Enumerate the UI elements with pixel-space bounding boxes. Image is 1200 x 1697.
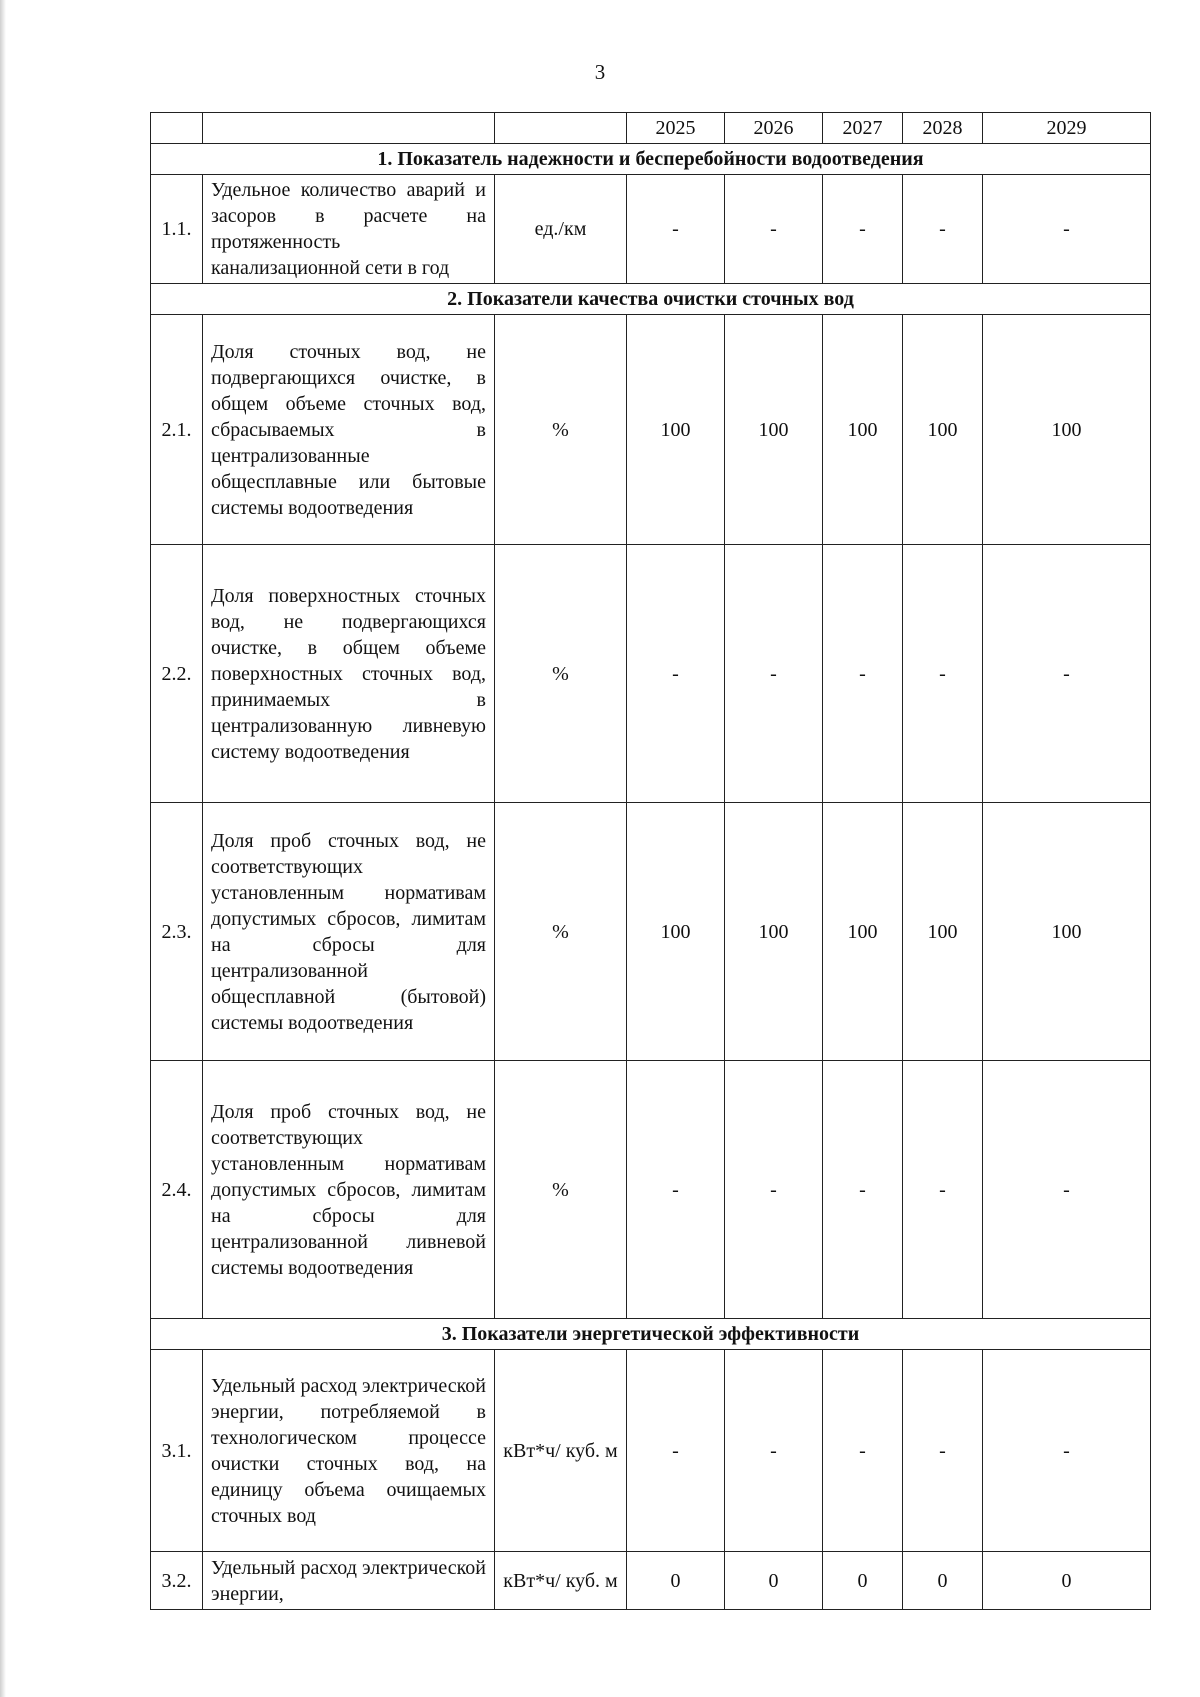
table-row	[151, 1350, 1151, 1552]
indicators-table	[150, 112, 1151, 1610]
row-number: 3.2.	[151, 1552, 203, 1610]
row-description: Удельный расход электрической энергии, потребляемой в технологическом процессе очистки сточных вод, на единицу объема очищаемых сточных вод	[203, 1350, 495, 1552]
table-row	[151, 1552, 1151, 1610]
section-row	[151, 144, 1151, 175]
table-row	[151, 803, 1151, 1061]
row-number: 1.1.	[151, 175, 203, 284]
year-header: 2026	[725, 113, 823, 144]
row-value: 100	[983, 315, 1151, 545]
row-value: -	[903, 175, 983, 284]
row-value: -	[983, 1061, 1151, 1319]
row-value: -	[725, 1350, 823, 1552]
row-value: -	[983, 175, 1151, 284]
row-description: Доля поверхностных сточных вод, не подвергающихся очистке, в общем объеме поверхностных сточных вод, принимаемых в централизованную ливневую систему водоотведения	[203, 545, 495, 803]
section-row	[151, 284, 1151, 315]
row-value: -	[903, 1350, 983, 1552]
row-description: Доля сточных вод, не подвергающихся очистке, в общем объеме сточных вод, сбрасываемых в централизованные общесплавные или бытовые системы водоотведения	[203, 315, 495, 545]
page-number: 3	[594, 60, 606, 84]
row-unit: %	[495, 1061, 627, 1319]
row-value: -	[725, 545, 823, 803]
row-value: 100	[903, 803, 983, 1061]
row-value: -	[627, 175, 725, 284]
header-row	[151, 113, 1151, 144]
row-unit: %	[495, 803, 627, 1061]
section-title: 3. Показатели энергетической эффективности	[151, 1319, 1151, 1350]
section-row	[151, 1319, 1151, 1350]
row-value: -	[627, 1061, 725, 1319]
row-value: -	[627, 1350, 725, 1552]
row-number: 2.4.	[151, 1061, 203, 1319]
section-title: 1. Показатель надежности и бесперебойности водоотведения	[151, 144, 1151, 175]
row-value: -	[823, 1350, 903, 1552]
row-value: -	[627, 545, 725, 803]
header-description-cell	[203, 113, 495, 144]
row-value: 0	[903, 1552, 983, 1610]
row-number: 3.1.	[151, 1350, 203, 1552]
table-row	[151, 1061, 1151, 1319]
row-value: -	[725, 175, 823, 284]
row-value: -	[725, 1061, 823, 1319]
row-value: -	[903, 545, 983, 803]
header-num-cell	[151, 113, 203, 144]
table-row	[151, 315, 1151, 545]
row-value: -	[823, 1061, 903, 1319]
row-number: 2.1.	[151, 315, 203, 545]
row-unit: %	[495, 545, 627, 803]
row-description: Доля проб сточных вод, не соответствующих установленным нормативам допустимых сбросов, лимитам на сбросы для централизованной ливневой системы водоотведения	[203, 1061, 495, 1319]
row-value: 100	[725, 803, 823, 1061]
year-header: 2025	[627, 113, 725, 144]
row-unit: кВт*ч/ куб. м	[495, 1552, 627, 1610]
row-unit: %	[495, 315, 627, 545]
section-title: 2. Показатели качества очистки сточных вод	[151, 284, 1151, 315]
row-value: 100	[903, 315, 983, 545]
row-description: Удельное количество аварий и засоров в расчете на протяженность канализационной сети в год	[203, 175, 495, 284]
row-description: Удельный расход электрической энергии,	[203, 1552, 495, 1610]
table-row	[151, 545, 1151, 803]
header-unit-cell	[495, 113, 627, 144]
table-row	[151, 175, 1151, 284]
year-header: 2029	[983, 113, 1151, 144]
row-value: -	[983, 1350, 1151, 1552]
row-value: 0	[725, 1552, 823, 1610]
row-value: 0	[627, 1552, 725, 1610]
row-unit: кВт*ч/ куб. м	[495, 1350, 627, 1552]
row-value: 100	[823, 315, 903, 545]
scan-edge-shadow	[0, 0, 6, 1697]
row-number: 2.3.	[151, 803, 203, 1061]
row-value: 0	[983, 1552, 1151, 1610]
row-value: 100	[823, 803, 903, 1061]
row-value: -	[823, 175, 903, 284]
row-value: -	[823, 545, 903, 803]
year-header: 2027	[823, 113, 903, 144]
row-value: 100	[983, 803, 1151, 1061]
row-value: 0	[823, 1552, 903, 1610]
row-value: 100	[725, 315, 823, 545]
row-description: Доля проб сточных вод, не соответствующих установленным нормативам допустимых сбросов, лимитам на сбросы для централизованной общесплавной (бытовой) системы водоотведения	[203, 803, 495, 1061]
row-value: 100	[627, 803, 725, 1061]
row-unit: ед./км	[495, 175, 627, 284]
row-number: 2.2.	[151, 545, 203, 803]
year-header: 2028	[903, 113, 983, 144]
row-value: -	[903, 1061, 983, 1319]
row-value: 100	[627, 315, 725, 545]
row-value: -	[983, 545, 1151, 803]
